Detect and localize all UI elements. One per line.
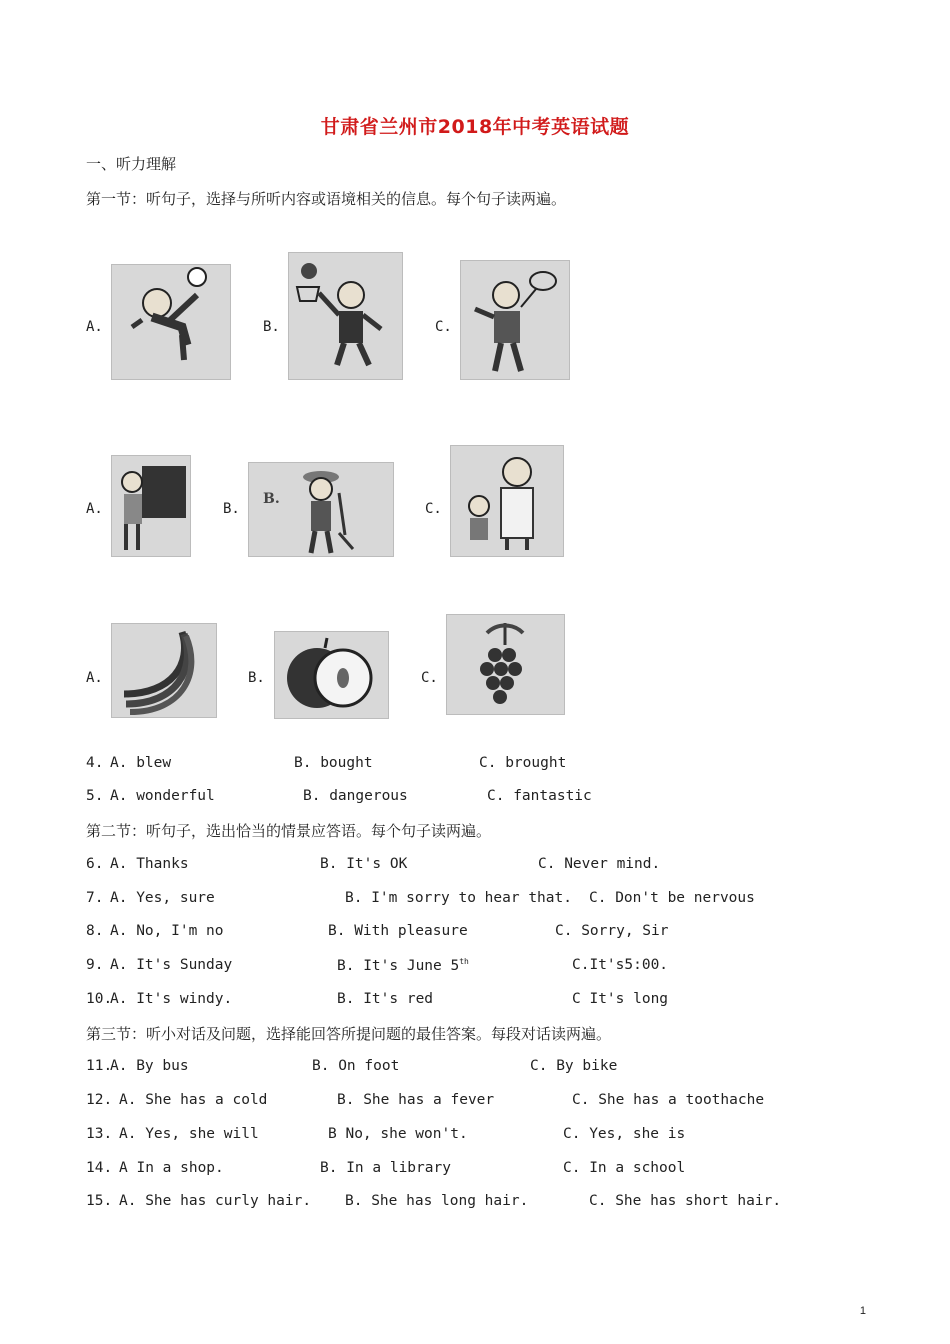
q5-number: 5. xyxy=(86,788,104,804)
q7-number: 7. xyxy=(86,890,104,906)
q15-option-c[interactable]: C. She has short hair. xyxy=(589,1193,782,1209)
page-title: 甘肃省兰州市2018年中考英语试题 xyxy=(320,116,630,138)
farmer-with-broom-image[interactable] xyxy=(248,462,394,557)
q9-option-b-text: B. It's June 5 xyxy=(337,957,460,974)
q9-option-a[interactable]: A. It's Sunday xyxy=(110,957,233,973)
q10-option-a[interactable]: A. It's windy. xyxy=(110,991,233,1007)
q9-option-b-sup: th xyxy=(459,957,469,966)
row3-label-a: A. xyxy=(86,670,103,686)
q13-option-c[interactable]: C. Yes, she is xyxy=(563,1126,686,1142)
q10-number: 10. xyxy=(86,991,113,1007)
bananas-icon xyxy=(112,624,216,717)
part1-instruction: 第一节：听句子，选择与所听内容或语境相关的信息。每个句子读两遍。 xyxy=(86,190,567,208)
q4-option-b[interactable]: B. bought xyxy=(294,755,373,771)
q6-number: 6. xyxy=(86,856,104,872)
q7-option-c[interactable]: C. Don't be nervous xyxy=(589,890,755,906)
bananas-image[interactable] xyxy=(111,623,217,718)
doctor-with-child-icon xyxy=(451,446,563,556)
basketball-player-icon xyxy=(289,253,402,379)
part2-instruction: 第二节：听句子，选出恰当的情景应答语。每个句子读两遍。 xyxy=(86,822,492,840)
row2-label-b: B. xyxy=(223,501,240,517)
teacher-at-blackboard-icon xyxy=(112,456,190,556)
q11-option-b[interactable]: B. On foot xyxy=(312,1058,400,1074)
svg-text:B.: B. xyxy=(263,491,280,507)
grapes-image[interactable] xyxy=(446,614,565,715)
q12-number: 12. xyxy=(86,1092,113,1108)
row3-label-b: B. xyxy=(248,670,265,686)
q8-option-c[interactable]: C. Sorry, Sir xyxy=(555,923,669,939)
q5-option-a[interactable]: A. wonderful xyxy=(110,788,215,804)
basketball-player-image[interactable] xyxy=(288,252,403,380)
q15-option-a[interactable]: A. She has curly hair. xyxy=(119,1193,312,1209)
q8-option-b[interactable]: B. With pleasure xyxy=(328,923,468,939)
q14-option-b[interactable]: B. In a library xyxy=(320,1160,451,1176)
q14-number: 14. xyxy=(86,1160,113,1176)
q7-option-b[interactable]: B. I'm sorry to hear that. xyxy=(345,890,572,906)
row1-label-a: A. xyxy=(86,319,103,335)
q4-option-c[interactable]: C. brought xyxy=(479,755,567,771)
q9-number: 9. xyxy=(86,957,104,973)
apple-image[interactable] xyxy=(274,631,389,719)
badminton-player-image[interactable] xyxy=(460,260,570,380)
row2-label-a: A. xyxy=(86,501,103,517)
row2-label-c: C. xyxy=(425,501,442,517)
farmer-with-broom-icon xyxy=(249,463,393,556)
row1-label-b: B. xyxy=(263,319,280,335)
q9-option-b[interactable] xyxy=(337,957,469,974)
grapes-icon xyxy=(447,615,564,714)
q13-number: 13. xyxy=(86,1126,113,1142)
doctor-with-child-image[interactable] xyxy=(450,445,564,557)
q8-number: 8. xyxy=(86,923,104,939)
q6-option-a[interactable]: A. Thanks xyxy=(110,856,189,872)
q8-option-a[interactable]: A. No, I'm no xyxy=(110,923,224,939)
q12-option-a[interactable]: A. She has a cold xyxy=(119,1092,268,1108)
q11-option-a[interactable]: A. By bus xyxy=(110,1058,189,1074)
q14-option-c[interactable]: C. In a school xyxy=(563,1160,686,1176)
teacher-at-blackboard-image[interactable] xyxy=(111,455,191,557)
q7-option-a[interactable]: A. Yes, sure xyxy=(110,890,215,906)
soccer-player-image[interactable] xyxy=(111,264,231,380)
q11-number: 11. xyxy=(86,1058,113,1074)
section-heading: 一、听力理解 xyxy=(86,155,177,173)
q6-option-b[interactable]: B. It's OK xyxy=(320,856,408,872)
q11-option-c[interactable]: C. By bike xyxy=(530,1058,618,1074)
q6-option-c[interactable]: C. Never mind. xyxy=(538,856,661,872)
badminton-player-icon xyxy=(461,261,569,379)
q14-option-a[interactable]: A In a shop. xyxy=(119,1160,224,1176)
q4-number: 4. xyxy=(86,755,104,771)
q4-option-a[interactable]: A. blew xyxy=(110,755,172,771)
q5-option-c[interactable]: C. fantastic xyxy=(487,788,592,804)
row3-label-c: C. xyxy=(421,670,438,686)
q12-option-c[interactable]: C. She has a toothache xyxy=(572,1092,765,1108)
q13-option-b[interactable]: B No, she won't. xyxy=(328,1126,468,1142)
row1-label-c: C. xyxy=(435,319,452,335)
soccer-player-icon xyxy=(112,265,230,379)
apple-icon xyxy=(275,632,388,718)
q15-option-b[interactable]: B. She has long hair. xyxy=(345,1193,529,1209)
q10-option-c[interactable]: C It's long xyxy=(572,991,669,1007)
q12-option-b[interactable]: B. She has a fever xyxy=(337,1092,495,1108)
q9-option-c[interactable]: C.It's5:00. xyxy=(572,957,669,973)
page-number: 1 xyxy=(859,1305,866,1317)
q15-number: 15. xyxy=(86,1193,113,1209)
q10-option-b[interactable]: B. It's red xyxy=(337,991,434,1007)
q13-option-a[interactable]: A. Yes, she will xyxy=(119,1126,259,1142)
part3-instruction: 第三节：听小对话及问题，选择能回答所提问题的最佳答案。每段对话读两遍。 xyxy=(86,1025,612,1043)
q5-option-b[interactable]: B. dangerous xyxy=(303,788,408,804)
